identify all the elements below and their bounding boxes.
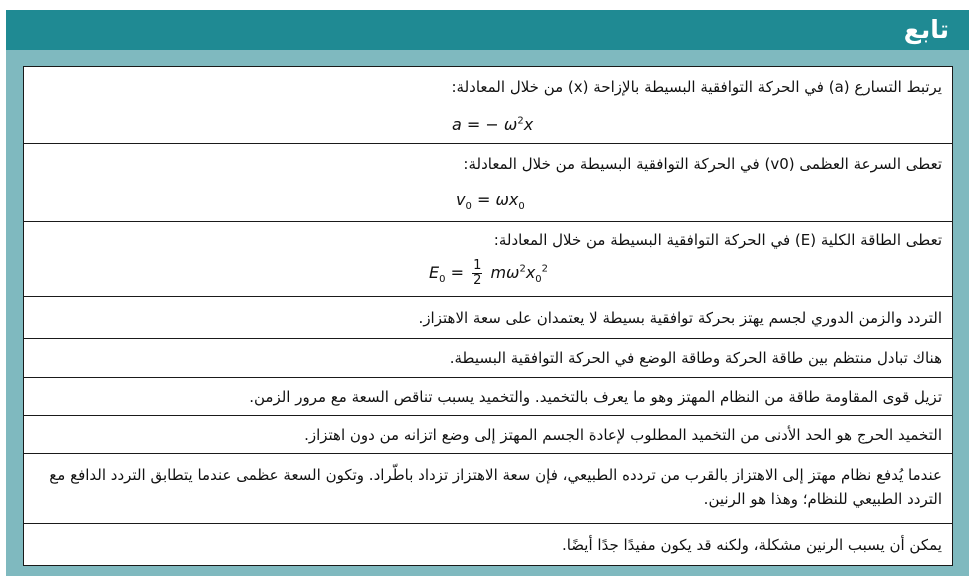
summary-table bbox=[23, 66, 953, 566]
row-text: يمكن أن يسبب الرنين مشكلة، ولكنه قد يكون مفيدًا جدًا أيضًا. bbox=[561, 536, 942, 554]
summary-panel bbox=[6, 10, 969, 576]
table-row bbox=[24, 378, 952, 416]
table-row bbox=[24, 454, 952, 524]
row-text: يرتبط التسارع (a) في الحركة التوافقية البسيطة بالإزاحة (x) من خلال المعادلة: bbox=[451, 78, 942, 96]
row-text: تزيل قوى المقاومة طاقة من النظام المهتز وهو ما يعرف بالتخميد. والتخميد يسبب تناقص السعة مع مرور الزمن. bbox=[249, 388, 942, 406]
row-text: التخميد الحرج هو الحد الأدنى من التخميد المطلوب لإعادة الجسم المهتز إلى وضع اتزانه من دون اهتزاز. bbox=[304, 426, 942, 444]
row-text: تعطى الطاقة الكلية (E) في الحركة التوافقية البسيطة من خلال المعادلة: bbox=[493, 231, 942, 249]
row-text: التردد والزمن الدوري لجسم يهتز بحركة توافقية بسيطة لا يعتمدان على سعة الاهتزاز. bbox=[418, 309, 942, 327]
acceleration-equation: a = − $\omega^2x$ bbox=[452, 115, 534, 134]
row-text: عندما يُدفع نظام مهتز إلى الاهتزاز بالقرب من تردده الطبيعي، فإن سعة الاهتزاز تزداد باطّراد. وتكون السعة عظمى عندما يتطابق التردد الدافع مع التردد الطبيعي للنظام؛ وهذا هو الرنين. bbox=[49, 466, 942, 508]
row-text: تعطى السرعة العظمى (v0) في الحركة التوافقية البسيطة من خلال المعادلة: bbox=[463, 155, 942, 173]
table-row bbox=[24, 144, 952, 222]
table-row bbox=[24, 297, 952, 339]
table-row bbox=[24, 524, 952, 567]
table-row bbox=[24, 416, 952, 454]
table-row bbox=[24, 67, 952, 144]
one-half-fraction: $\frac{1}{2}$ bbox=[473, 258, 482, 288]
table-row bbox=[24, 222, 952, 297]
max-speed-equation: $v_0 = \omega x_0$ bbox=[456, 190, 525, 213]
table-row bbox=[24, 339, 952, 378]
panel-header bbox=[6, 10, 969, 50]
row-text: هناك تبادل منتظم بين طاقة الحركة وطاقة الوضع في الحركة التوافقية البسيطة. bbox=[449, 349, 942, 367]
total-energy-equation: $E_0$ = $\frac{1}{2}$ $m\omega^2x_0^2$ bbox=[429, 258, 549, 288]
panel-title: تابع bbox=[903, 15, 949, 44]
